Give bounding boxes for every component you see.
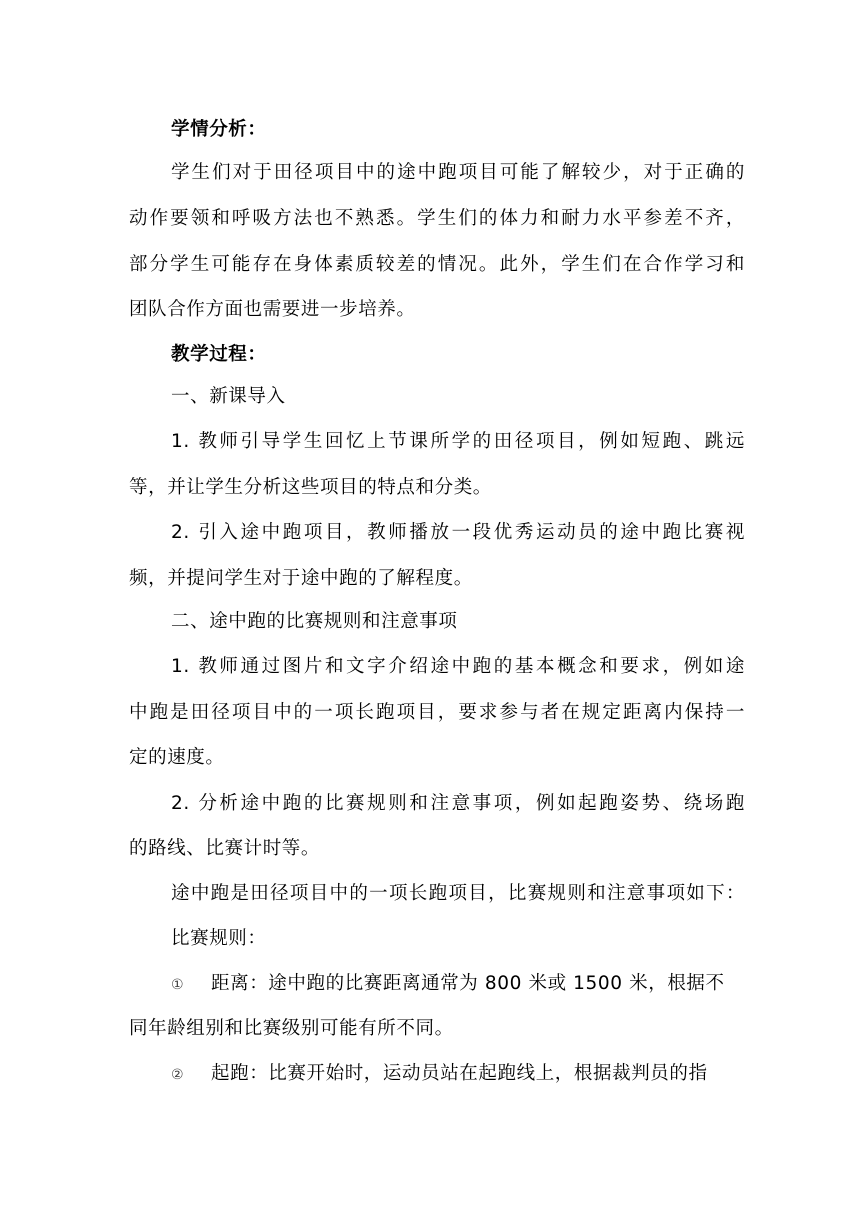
part-title-rules: 二、途中跑的比赛规则和注意事项	[171, 611, 458, 632]
rule-text: 距离：途中跑的比赛距离通常为 800 米或 1500 米，根据不	[211, 973, 725, 994]
list-item-line: 1. 教师通过图片和文字介绍途中跑的基本概念和要求，例如途	[171, 656, 745, 677]
paragraph-line: 部分学生可能存在身体素质较差的情况。此外，学生们在合作学习和	[129, 254, 745, 275]
list-item-line: 定的速度。	[129, 747, 225, 768]
list-item-line: 等，并让学生分析这些项目的特点和分类。	[129, 477, 492, 498]
paragraph-line: 动作要领和呼吸方法也不熟悉。学生们的体力和耐力水平参差不齐，	[129, 208, 745, 229]
rule-item-line	[171, 1059, 745, 1089]
intro-line: 途中跑是田径项目中的一项长跑项目，比赛规则和注意事项如下：	[171, 883, 745, 904]
paragraph-line: 团队合作方面也需要进一步培养。	[129, 299, 416, 320]
list-item-line: 中跑是田径项目中的一项长跑项目，要求参与者在规定距离内保持一	[129, 702, 745, 723]
paragraph-line: 学生们对于田径项目中的途中跑项目可能了解较少，对于正确的	[171, 162, 745, 183]
rules-label: 比赛规则：	[171, 928, 267, 949]
section-heading-analysis: 学情分析：	[171, 119, 267, 140]
rule-marker: ②	[171, 1067, 185, 1083]
part-title-intro: 一、新课导入	[171, 386, 286, 407]
list-item-line: 频，并提问学生对于途中跑的了解程度。	[129, 568, 473, 589]
rule-marker: ①	[171, 977, 185, 993]
section-heading-process: 教学过程：	[171, 344, 267, 365]
list-item-line: 1. 教师引导学生回忆上节课所学的田径项目，例如短跑、跳远	[171, 431, 745, 452]
rule-item-line: 同年龄组别和比赛级别可能有所不同。	[129, 1018, 454, 1039]
rule-item-line	[171, 969, 745, 999]
rule-text: 起跑：比赛开始时，运动员站在起跑线上，根据裁判员的指	[211, 1063, 708, 1084]
list-item-line: 的路线、比赛计时等。	[129, 838, 321, 859]
list-item-line: 2. 引入途中跑项目，教师播放一段优秀运动员的途中跑比赛视	[171, 522, 745, 543]
list-item-line: 2. 分析途中跑的比赛规则和注意事项，例如起跑姿势、绕场跑	[171, 793, 745, 814]
